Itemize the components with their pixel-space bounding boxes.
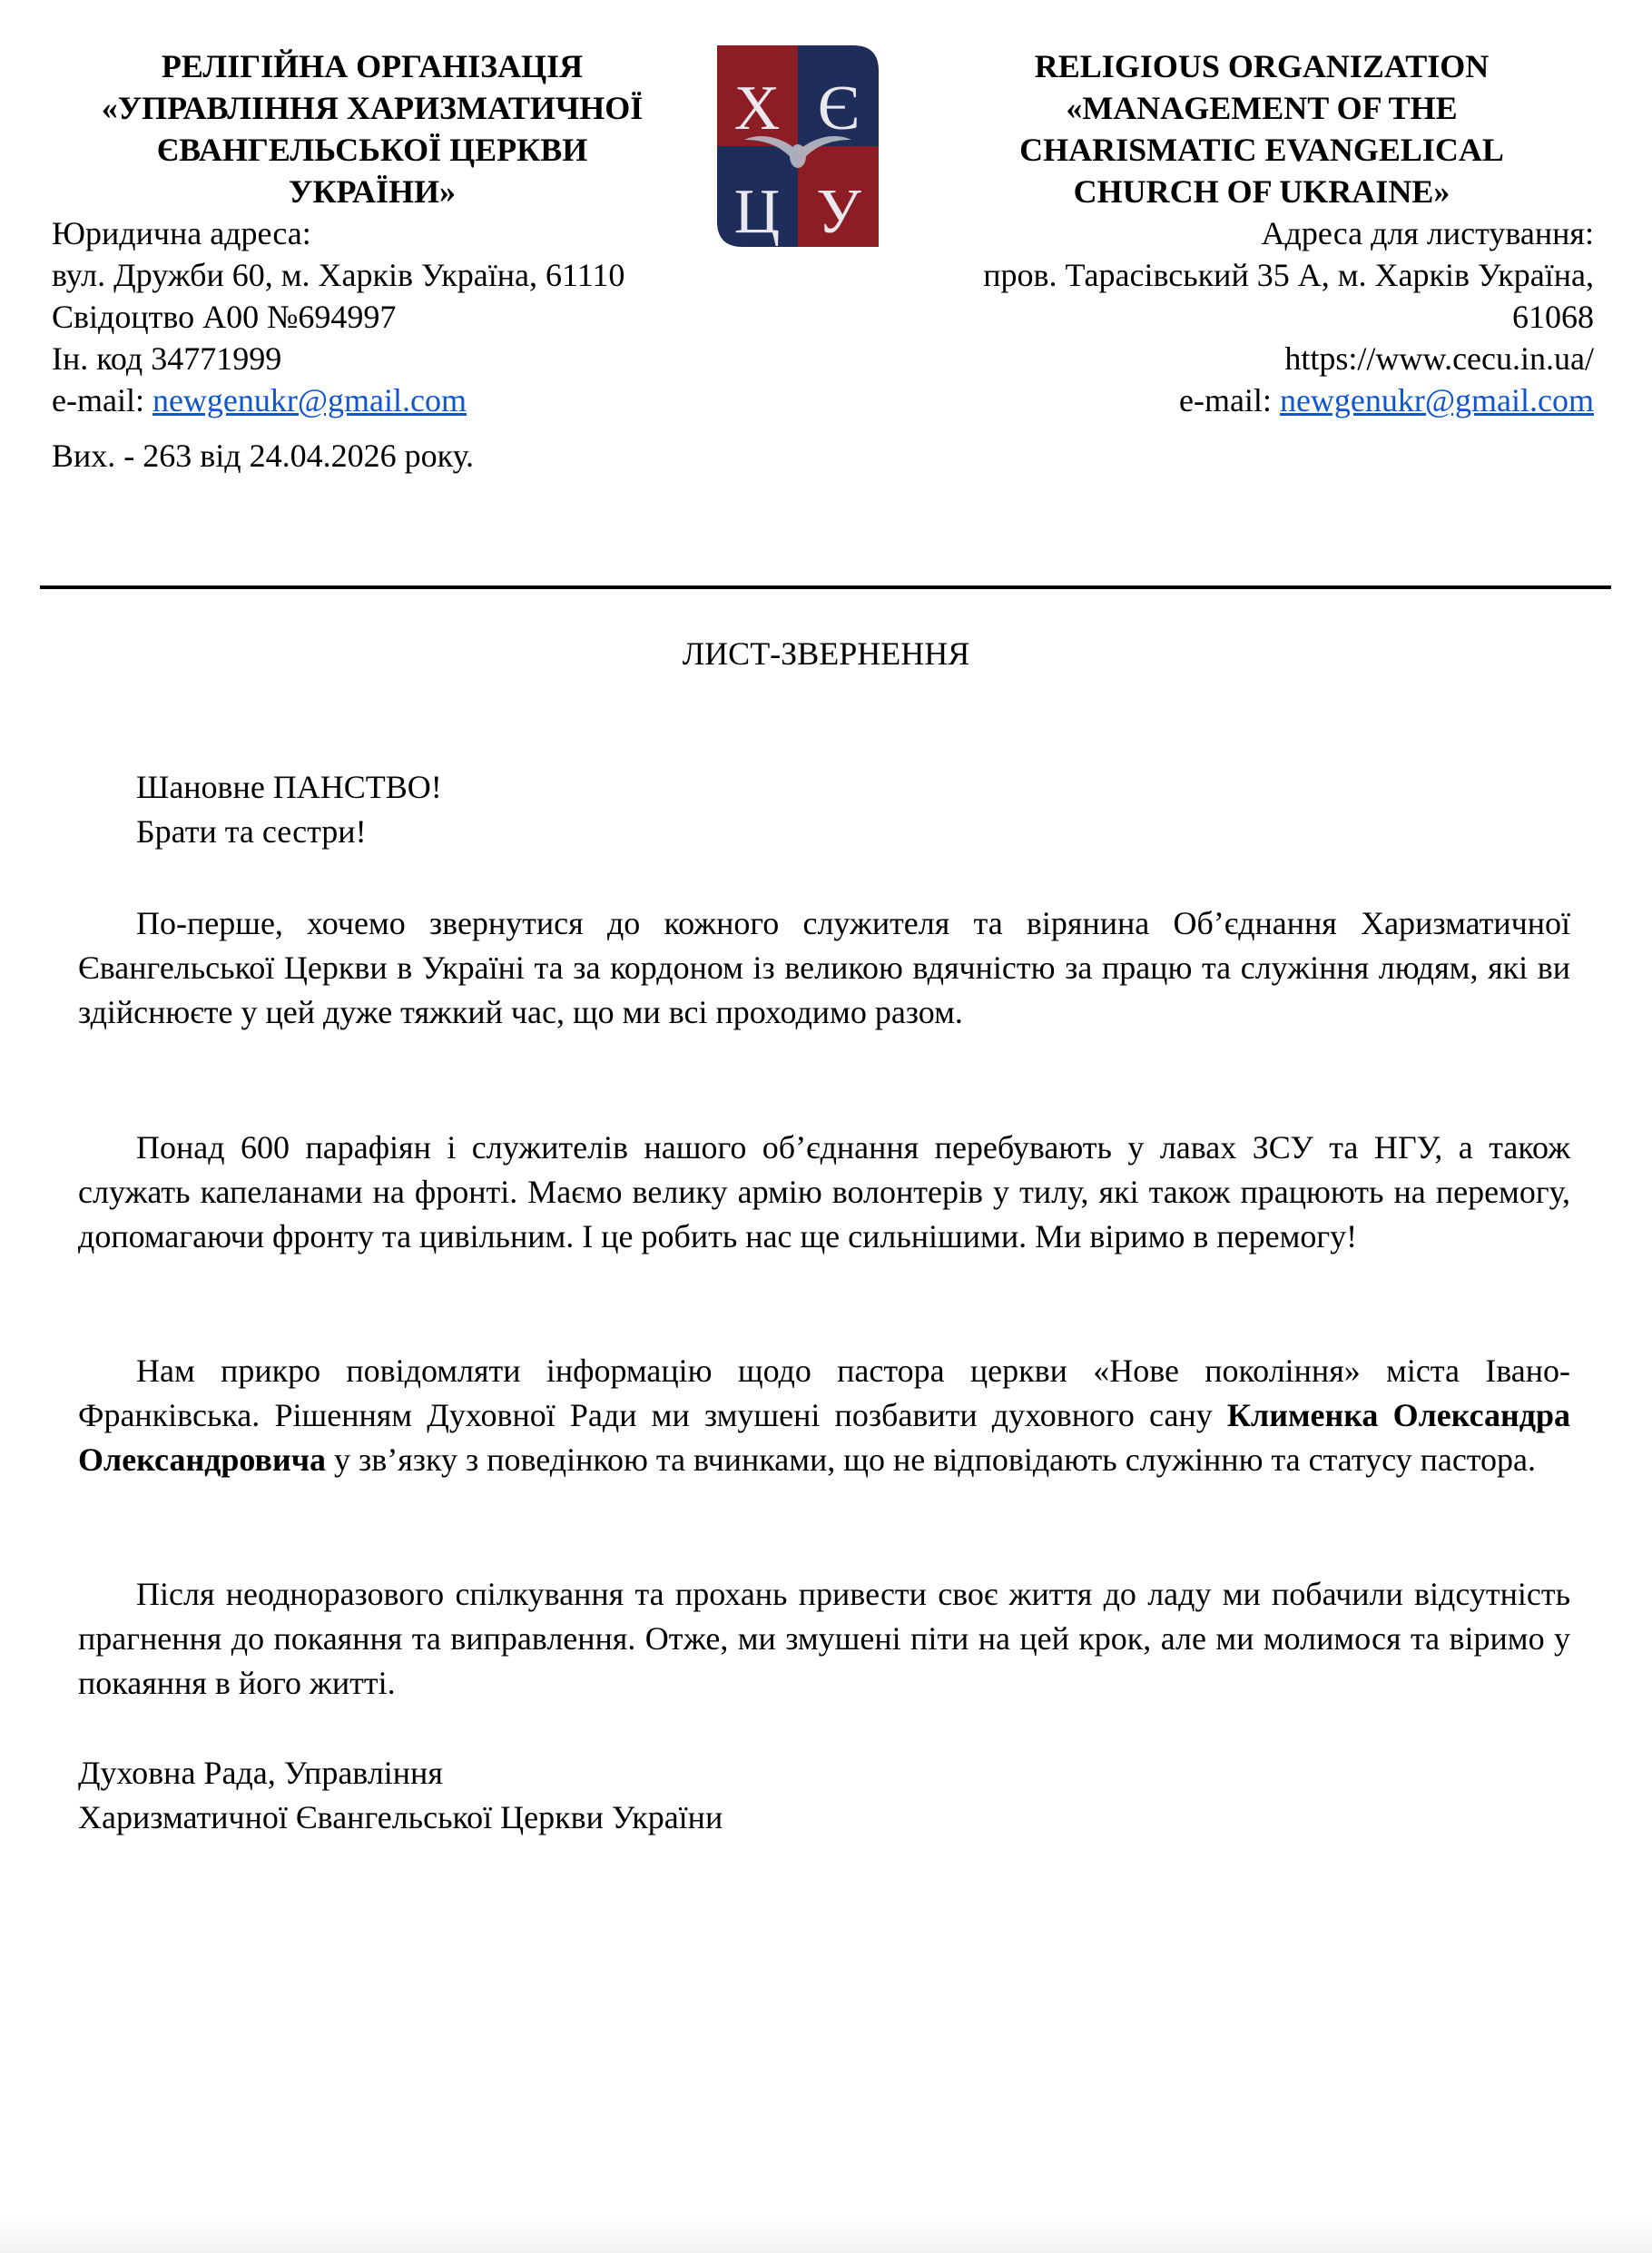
paragraph-text xyxy=(78,1349,1570,1482)
mailing-address-line1: пров. Тарасівський 35 А, м. Харків Україна, xyxy=(983,257,1594,293)
header-left-title-line: «УПРАВЛІННЯ ХАРИЗМАТИЧНОЇ xyxy=(101,90,644,126)
signature xyxy=(78,1751,1570,1840)
church-logo xyxy=(717,45,879,247)
paragraph-text-part: Нам прикро повідомляти інформацію щодо пастора церкви «Нове покоління» міста Івано-Франківська. Рішенням Духовної Ради ми змушені позбавити духовного сану xyxy=(78,1353,1570,1433)
paragraph-text: По-перше, хочемо звернутися до кожного служителя та вірянина Об’єднання Харизматичної Євангельської Церкви в Україні та за кордоном із великою вдячністю за працю та служіння людям, які ви здійснюєте у цей дуже тяжкий час, що ми всі проходимо разом. xyxy=(78,905,1570,1030)
signature-line: Харизматичної Євангельської Церкви України xyxy=(78,1799,723,1835)
email-line-right xyxy=(983,379,1594,421)
header-left-title-line: ЄВАНГЕЛЬСЬКОЇ ЦЕРКВИ xyxy=(156,132,588,168)
logo-letter: Ц xyxy=(733,177,781,247)
paragraph-3 xyxy=(78,1349,1570,1482)
header-right-title-line: CHURCH OF UKRAINE» xyxy=(1073,173,1450,210)
email-link-left[interactable]: newgenukr@gmail.com xyxy=(152,382,467,418)
certificate-number: Свідоцтво А00 №694997 xyxy=(52,299,397,335)
header-left-title-line: УКРАЇНИ» xyxy=(289,173,456,210)
legal-address: вул. Дружби 60, м. Харків Україна, 61110 xyxy=(52,257,625,293)
greeting-line: Брати та сестри! xyxy=(136,813,367,850)
legal-address-label: Юридична адреса: xyxy=(52,215,311,251)
mailing-address-label: Адреса для листування: xyxy=(1261,215,1594,251)
website: https://www.cecu.in.ua/ xyxy=(1284,340,1594,377)
email-label: e-mail: xyxy=(52,382,152,418)
email-link-right[interactable]: newgenukr@gmail.com xyxy=(1279,382,1594,418)
pastor-name: Клименка Олександра Олександровича xyxy=(78,1397,1570,1478)
greeting xyxy=(78,765,1570,854)
paragraph-text: Після неодноразового спілкування та прохань привести своє життя до ладу ми побачили відсутність прагнення до покаяння та виправлення. Отже, ми змушені піти на цей крок, але ми молимося та віримо у покаяння в його житті. xyxy=(78,1576,1570,1701)
outgoing-reference: Вих. - 263 від 24.04.2026 року. xyxy=(52,438,474,474)
paragraph-2 xyxy=(78,1126,1570,1259)
header-divider xyxy=(40,585,1611,589)
greeting-line: Шановне ПАНСТВО! xyxy=(136,769,442,805)
email-label: e-mail: xyxy=(1178,382,1280,418)
header-right-title-line: «MANAGEMENT OF THE xyxy=(1066,90,1458,126)
header-left-title xyxy=(54,45,690,212)
header-left-details xyxy=(52,212,624,421)
mailing-address-line2: 61068 xyxy=(1512,299,1594,335)
logo-letter: У xyxy=(816,177,861,247)
header-right-title-line: CHARISMATIC EVANGELICAL xyxy=(1019,132,1504,168)
header-right-title-line: RELIGIOUS ORGANIZATION xyxy=(1034,48,1490,84)
header-right-title xyxy=(944,45,1579,212)
logo-letter: Є xyxy=(817,74,860,143)
signature-line: Духовна Рада, Управління xyxy=(78,1755,443,1791)
paragraph-1 xyxy=(78,901,1570,1035)
header-right-details xyxy=(983,212,1594,421)
email-line-left xyxy=(52,379,624,421)
paragraph-text-part: у зв’язку з поведінкою та вчинками, що не відповідають служінню та статусу пастора. xyxy=(326,1441,1537,1478)
header-left-title-line: РЕЛІГІЙНА ОРГАНІЗАЦІЯ xyxy=(161,48,584,84)
page-bottom-shade xyxy=(0,2215,1652,2253)
paragraph-text: Понад 600 парафіян і служителів нашого об’єднання перебувають у лавах ЗСУ та НГУ, а також служать капеланами на фронті. Маємо велику армію волонтерів у тилу, які також працюють на перемогу, допомагаючи фронту та цивільним. І це робить нас ще сильнішими. Ми віримо в перемогу! xyxy=(78,1129,1570,1254)
tax-code: Ін. код 34771999 xyxy=(52,340,282,377)
logo-letter: Х xyxy=(733,74,781,143)
document-title: ЛИСТ-ЗВЕРНЕННЯ xyxy=(682,635,970,672)
paragraph-4 xyxy=(78,1572,1570,1706)
